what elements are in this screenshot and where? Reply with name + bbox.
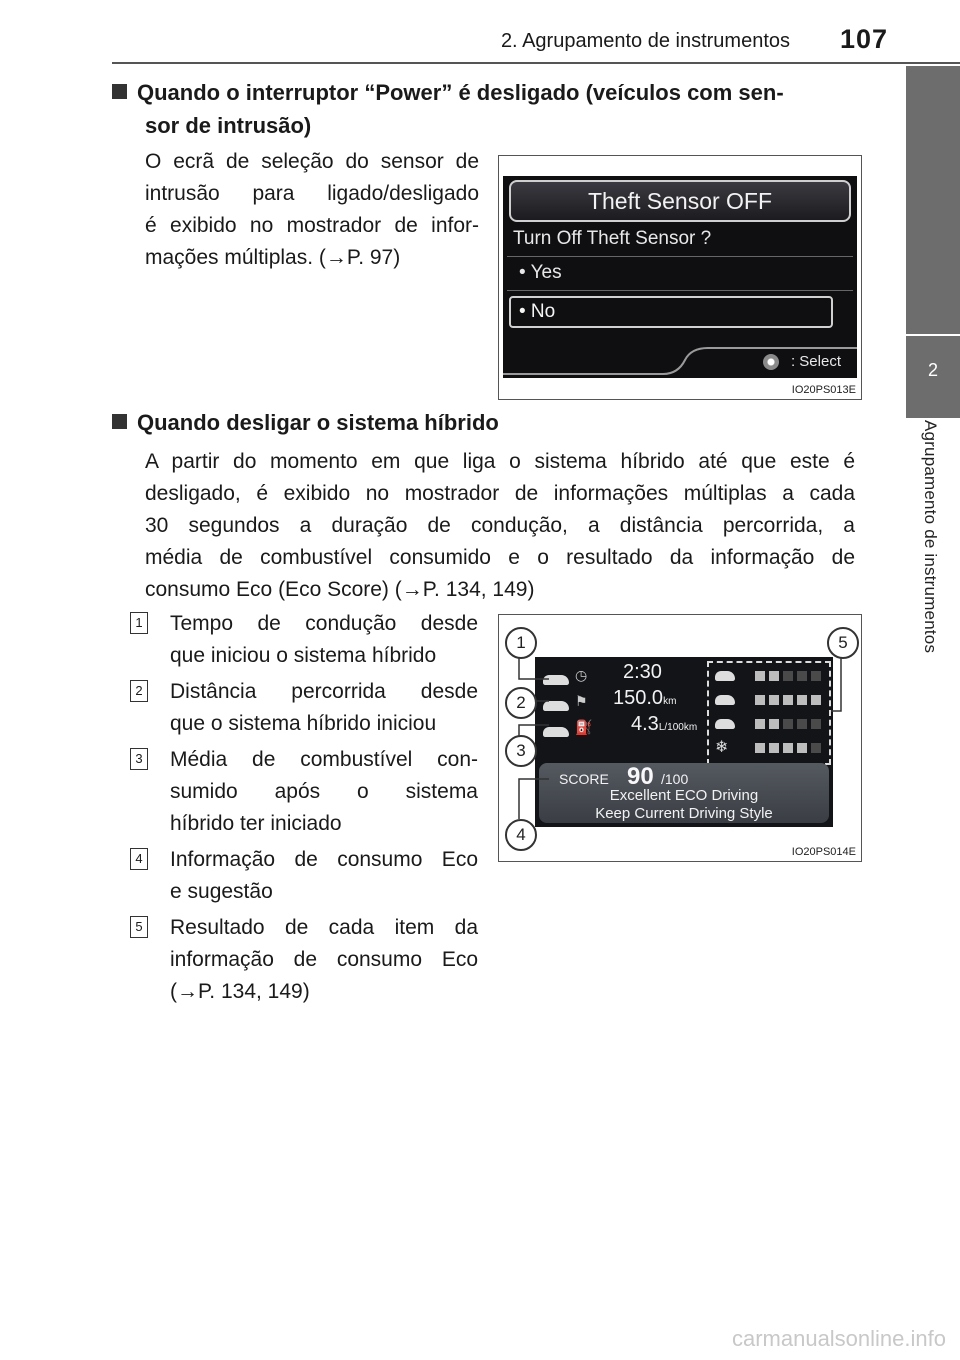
divider	[507, 290, 853, 291]
header-rule	[112, 62, 960, 64]
heading-square-icon	[112, 414, 127, 429]
figure-eco-score	[498, 614, 862, 862]
list-item: 4 Informação de consumo Eco e sugestão	[130, 844, 478, 908]
consumption-readout: 4.3L/100km	[631, 713, 698, 735]
watermark: carmanualsonline.info	[731, 1326, 946, 1351]
item-number: 4	[130, 848, 148, 870]
section2-body: A partir do momento em que liga o sistema híbrido até que este é desligado, é exibido no mostrador de informações múltiplas a cada 30 segundos a duração de condução, a distância percorrida, a média de combustível consumido e o resultado da informação de consumo Eco (Eco Score) (→P. 134, 149)	[145, 450, 855, 601]
item-number: 1	[130, 612, 148, 634]
distance-readout: 150.0km	[613, 687, 677, 709]
divider	[507, 256, 853, 257]
list-item: 1 Tempo de condução desde que iniciou o sistema híbrido	[130, 608, 478, 672]
page-number: 107	[839, 24, 888, 54]
section1-body: O ecrã de seleção do sensor de intrusão para ligado/desligado é exibido no mostrador de infor- mações múltiplas. (→P. 97)	[145, 150, 479, 269]
page-header	[0, 0, 960, 66]
score-max: /100	[661, 771, 689, 787]
theft-sensor-question: Turn Off Theft Sensor ?	[513, 228, 712, 249]
section-heading-hybrid-off: Quando desligar o sistema híbrido	[112, 406, 856, 439]
callout-5: 5	[827, 627, 859, 659]
theft-sensor-title: Theft Sensor OFF	[509, 180, 851, 222]
clock-icon: ◷	[575, 667, 588, 683]
callout-1: 1	[505, 627, 537, 659]
list-item: 3 Média de combustível con- sumido após o sistema híbrido ter iniciado	[130, 744, 478, 840]
theft-sensor-screen	[503, 176, 857, 378]
side-tab-number: 2	[906, 336, 960, 418]
heading-square-icon	[112, 84, 127, 99]
side-tab-label: Agrupamento de instrumentos	[921, 420, 940, 654]
flag-icon: ⚑	[575, 693, 588, 709]
callout-4: 4	[505, 819, 537, 851]
control-knob-icon	[763, 354, 779, 370]
callout-leader-lines	[499, 615, 861, 861]
side-tab-bar	[906, 66, 960, 334]
callout-3: 3	[505, 735, 537, 767]
list-item: 2 Distância percorrida desde que o sistema híbrido iniciou	[130, 676, 478, 740]
callout-2: 2	[505, 687, 537, 719]
figure-code: IO20PS013E	[791, 384, 856, 396]
figure-code: IO20PS014E	[791, 846, 856, 858]
list-item: 5 Resultado de cada item da informação de consumo Eco (→P. 134, 149)	[130, 912, 478, 1008]
item-number: 3	[130, 748, 148, 770]
side-tab-label-area	[906, 420, 960, 940]
air-conditioning-icon: ❄	[715, 739, 729, 756]
item-number: 5	[130, 916, 148, 938]
section-heading-power-off: Quando o interruptor “Power” é desligado (veículos com sen- sor de intrusão)	[112, 76, 856, 142]
figure-theft-sensor	[498, 155, 862, 400]
item-number: 2	[130, 680, 148, 702]
running-header-section: 2. Agrupamento de instrumentos	[500, 30, 790, 52]
option-yes: • Yes	[519, 262, 562, 283]
eco-message: Excellent ECO Driving Keep Current Driving Style	[595, 787, 773, 822]
score-label: SCORE	[559, 771, 609, 787]
select-hint: : Select	[790, 353, 841, 370]
fuel-pump-icon: ⛽	[575, 719, 593, 735]
score-value: 90	[627, 763, 654, 790]
drive-time: 2:30	[623, 661, 662, 683]
option-no-selected: • No	[509, 296, 833, 328]
